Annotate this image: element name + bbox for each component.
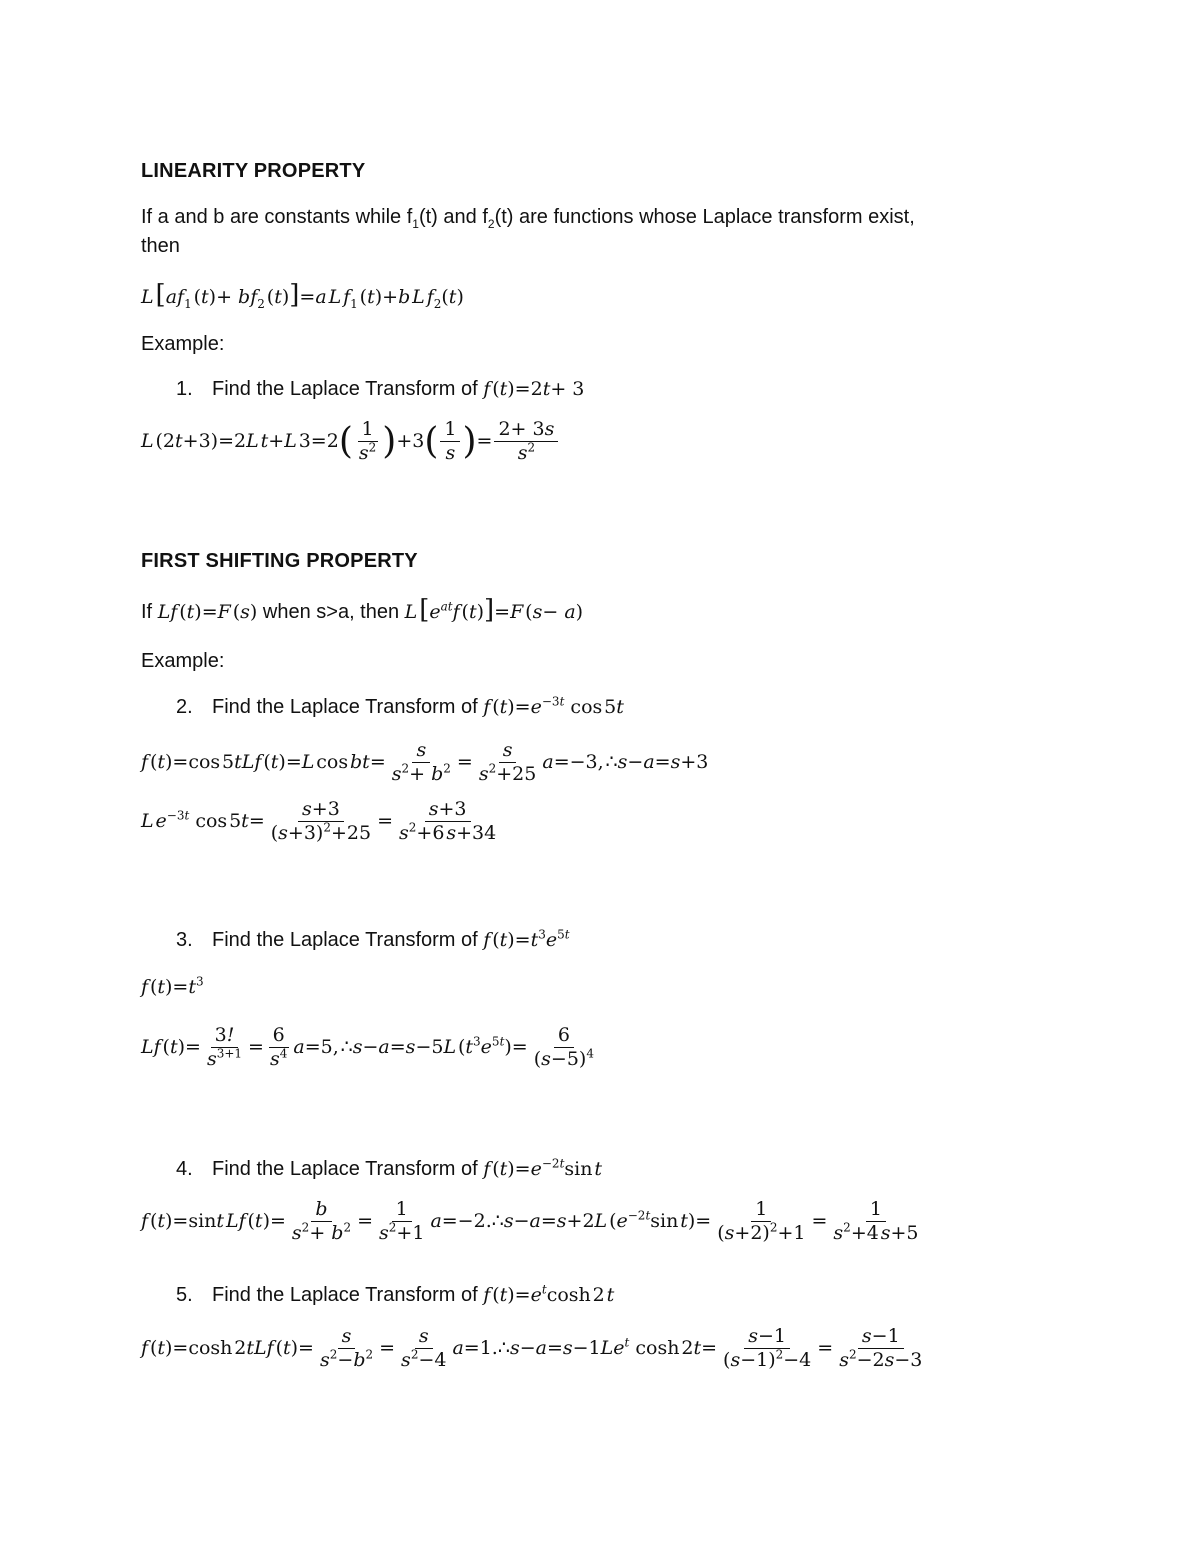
example-4-function: f $(t)=e^{-2t}\sin$ t (483, 1156, 602, 1180)
first-shift-statement (141, 596, 583, 626)
example-4-text: Find the Laplace Transform of (212, 1158, 478, 1180)
example-3-function: f $(t)=t^3e^{5t}$ (483, 927, 570, 951)
if-word: If (141, 601, 153, 623)
example-1-solution: L (2t+3)=2L t+L 3=2( $\frac{1}{s^2}$ )+3( $\frac{1}{s}$ )= $\frac{2+ 3s}{s^2}$ (141, 420, 560, 464)
shift-result: L [$e^{at}f$ (t)]=F (s− a) (404, 595, 584, 625)
example-3-solution-line2: Lf (t)= $\frac{3!}{s^{3+1}}$ = $\frac{6}{s^4}$ a=5, ∴s−a=s−5L $(t^3e^{5t})=$ $\frac{6}{(s-5)^4}$ (141, 1024, 594, 1070)
shift-condition: Lf (t)=F (s) (157, 601, 258, 623)
intro-part-a: If a and b are constants while f (141, 206, 413, 228)
example-5-function: f $(t)=e^t\cosh$ 2 t (483, 1282, 615, 1306)
example-2-number: 2. (176, 696, 193, 718)
example-1-number: 1. (176, 378, 193, 400)
example-label-2: Example: (141, 650, 225, 672)
linearity-intro-line2: then (141, 235, 180, 257)
example-5-prompt (176, 1281, 614, 1309)
example-3-solution-line1: f $(t)=t^3$ (141, 974, 204, 998)
example-2-prompt (176, 693, 624, 721)
intro-part-c: (t) are functions whose Laplace transform exist, (494, 206, 915, 228)
example-3-text: Find the Laplace Transform of (212, 929, 478, 951)
example-4-solution: f (t)=sint Lf (t)= $\frac{b}{s^2+ b^2}$ = $\frac{1}{s^2+1}$ a=−2.∴s−a=s+2L ($e^{-2t}\sin$ t)= $\frac{1}{(s+2)^2+1}$ = $\frac{1}{s^2+4 s+5}$ (141, 1198, 919, 1244)
example-3-number: 3. (176, 929, 193, 951)
example-3-prompt (176, 926, 570, 954)
example-1-function: f (t)=2t+ 3 (483, 378, 585, 400)
linearity-formula: L [$af_1$ $(t)+ bf_2$ (t)]=a L $f_1$ (t)+b L $f_2(t)$ (141, 280, 464, 311)
example-4-number: 4. (176, 1158, 193, 1180)
example-label-1: Example: (141, 333, 225, 355)
example-5-solution: f (t)=cosh 2tLf (t)= $\frac{s}{s^2-b^2}$ = $\frac{s}{s^2-4}$ $a=1.\therefore s-a=s-1Le^t$ cosh 2t= $\frac{s-1}{(s-1)^2-4}$ = $\frac{s-1}{s^2-2s-3}$ (141, 1325, 923, 1371)
example-2-function: f $(t)=e^{-3t}$ cos 5t (483, 694, 624, 718)
example-5-number: 5. (176, 1284, 193, 1306)
section-title-linearity: LINEARITY PROPERTY (141, 160, 366, 182)
when-text: when s>a, then (262, 601, 400, 623)
example-1-prompt (176, 375, 584, 403)
example-2-solution-line2: L $e^{-3t}$ cos 5t= $\frac{s+3}{(s+3)^2+25}$ = $\frac{s+3}{s^2+6 s+34}$ (141, 798, 497, 844)
example-4-prompt (176, 1155, 602, 1183)
intro-sub-1: 1 (412, 217, 419, 231)
intro-part-b: (t) and f (418, 206, 488, 228)
example-5-text: Find the Laplace Transform of (212, 1284, 478, 1306)
intro-sub-2: 2 (487, 217, 495, 231)
example-2-solution-line1: f (t)=cos 5tLf (t)=L cos bt= $\frac{s}{s^2+ b^2}$ = $\frac{s}{s^2+25}$ a=−3, ∴s−a=s+3 (141, 739, 709, 785)
example-2-text: Find the Laplace Transform of (212, 696, 478, 718)
example-1-text: Find the Laplace Transform of (212, 378, 478, 400)
section-title-first-shifting: FIRST SHIFTING PROPERTY (141, 550, 418, 572)
linearity-intro (141, 203, 915, 231)
